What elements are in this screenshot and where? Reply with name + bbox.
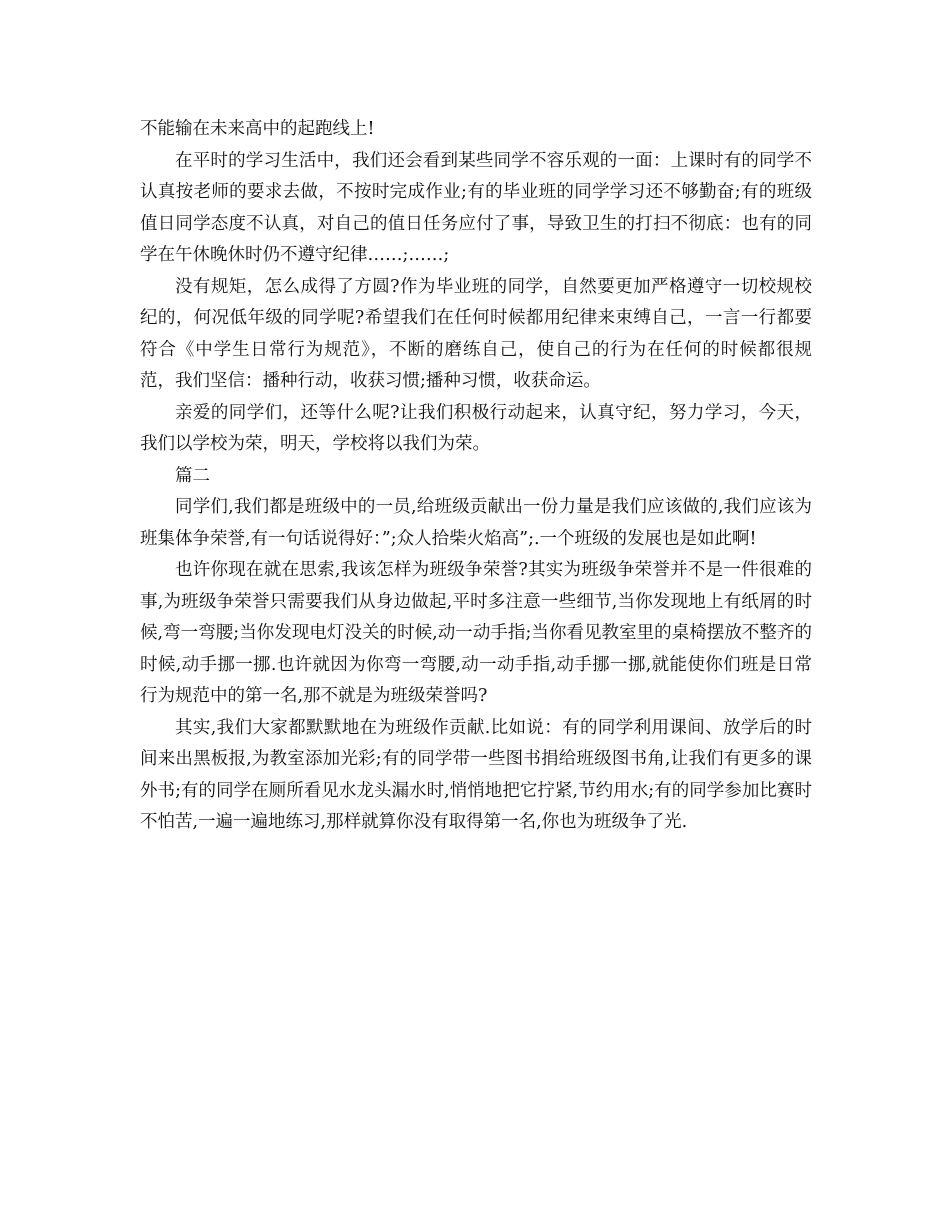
paragraph-3: 没有规矩，怎么成得了方圆?作为毕业班的同学，自然要更加严格遵守一切校规校纪的，何况低年级的同学呢?希望我们在任何时候都用纪律来束缚自己，一言一行都要符合《中学生日常行为规范》，不断的磨练自己，使自己的行为在任何的时候都很规范，我们坚信：播种行动，收获习惯;播种习惯，收获命运。 xyxy=(140,276,812,391)
section-heading: 篇二 xyxy=(175,465,210,486)
document-body xyxy=(140,114,812,839)
paragraph-5: 同学们,我们都是班级中的一员,给班级贡献出一份力量是我们应该做的,我们应该为班集体争荣誉,有一句话说得好：”;众人拾柴火焰高”;.一个班级的发展也是如此啊! xyxy=(140,497,812,549)
paragraph-4: 亲爱的同学们，还等什么呢?让我们积极行动起来，认真守纪，努力学习，今天，我们以学校为荣，明天，学校将以我们为荣。 xyxy=(140,402,812,454)
paragraph-1: 不能输在未来高中的起跑线上! xyxy=(140,119,375,139)
paragraph-6: 也许你现在就在思索,我该怎样为班级争荣誉?其实为班级争荣誉并不是一件很难的事,为班级争荣誉只需要我们从身边做起,平时多注意一些细节,当你发现地上有纸屑的时候,弯一弯腰;当你发现电灯没关的时候,动一动手指;当你看见教室里的桌椅摆放不整齐的时候,动手挪一挪.也许就因为你弯一弯腰,动一动手指,动手挪一挪,就能使你们班是日常行为规范中的第一名,那不就是为班级荣誉吗? xyxy=(140,560,812,706)
paragraph-2: 在平时的学习生活中，我们还会看到某些同学不容乐观的一面：上课时有的同学不认真按老师的要求去做，不按时完成作业;有的毕业班的同学学习还不够勤奋;有的班级值日同学态度不认真，对自己的值日任务应付了事，导致卫生的打扫不彻底：也有的同学在午休晚休时仍不遵守纪律……;……; xyxy=(140,150,812,265)
paragraph-7: 其实,我们大家都默默地在为班级作贡献.比如说：有的同学利用课间、放学后的时间来出黑板报,为教室添加光彩;有的同学带一些图书捐给班级图书角,让我们有更多的课外书;有的同学在厕所看见水龙头漏水时,悄悄地把它拧紧,节约用水;有的同学参加比赛时不怕苦,一遍一遍地练习,那样就算你没有取得第一名,你也为班级争了光. xyxy=(140,717,812,832)
